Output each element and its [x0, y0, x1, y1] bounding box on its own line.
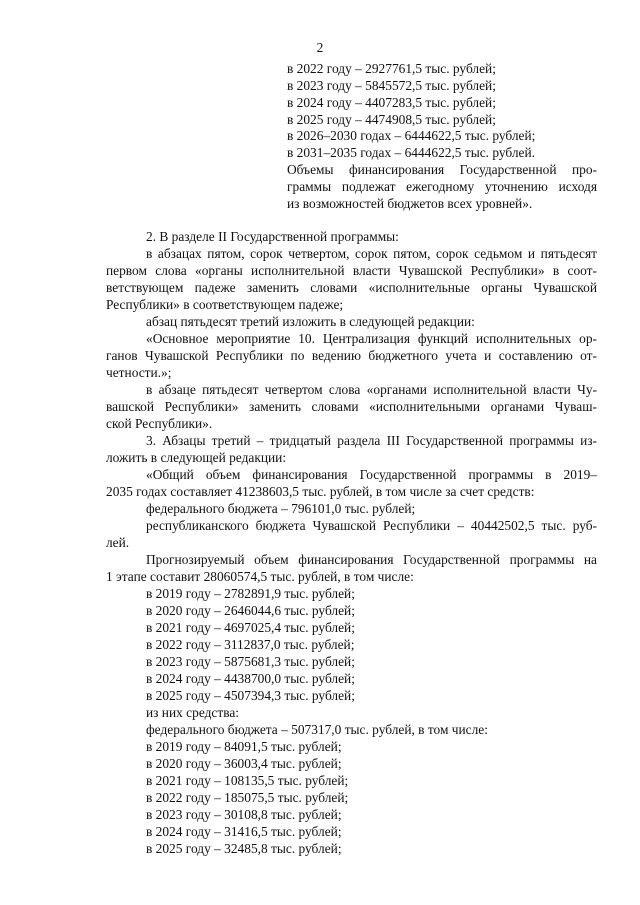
year-line: в 2023 году – 5875681,3 тыс. рублей; — [146, 654, 355, 669]
note-line: Объемы финансирования Государственной про- — [287, 162, 597, 177]
note-line: граммы подлежат ежегодному уточнению исходя — [287, 179, 597, 194]
paragraph-line: 1 этапе составит 28060574,5 тыс. рублей, в том числе: — [106, 569, 414, 584]
page-number: 2 — [316, 40, 324, 55]
year-line: в 2022 году – 3112837,0 тыс. рублей; — [146, 637, 355, 652]
year-line: в 2024 году – 31416,5 тыс. рублей; — [146, 824, 342, 839]
paragraph-line: лей. — [106, 535, 130, 550]
federal-heading: федерального бюджета – 507317,0 тыс. рублей, в том числе: — [146, 722, 488, 737]
paragraph-line: ганов Чувашской Республики по ведению бюджетного учета и составлению от- — [106, 348, 597, 363]
year-line: в 2022 году – 2927761,5 тыс. рублей; — [287, 61, 496, 76]
year-line: в 2020 году – 36003,4 тыс. рублей; — [146, 756, 342, 771]
paragraph-line: в абзацах пятом, сорок четвертом, сорок пятом, сорок седьмом и пятьдесят — [146, 246, 597, 261]
paragraph-line: ской Республики». — [106, 416, 213, 431]
year-line: в 2031–2035 годах – 6444622,5 тыс. рублей. — [287, 145, 535, 160]
paragraph-line: федерального бюджета – 796101,0 тыс. рублей; — [146, 501, 416, 516]
year-line: в 2026–2030 годах – 6444622,5 тыс. рублей; — [287, 128, 536, 143]
of-them-line: из них средства: — [146, 705, 240, 720]
section-heading: 3. Абзацы третий – тридцатый раздела III Государственной программы из- — [146, 433, 597, 448]
section-heading: 2. В разделе II Государственной программы: — [146, 229, 399, 244]
year-line: в 2020 году – 2646044,6 тыс. рублей; — [146, 603, 355, 618]
paragraph-line: ложить в следующей редакции: — [106, 450, 287, 465]
year-line: в 2024 году – 4407283,5 тыс. рублей; — [287, 95, 496, 110]
note-line: из возможностей бюджетов всех уровней». — [287, 196, 533, 211]
year-line: в 2025 году – 4507394,3 тыс. рублей; — [146, 688, 355, 703]
paragraph-line: республиканского бюджета Чувашской Республики – 40442502,5 тыс. руб- — [146, 518, 597, 533]
year-line: в 2019 году – 2782891,9 тыс. рублей; — [146, 586, 355, 601]
paragraph-line: абзац пятьдесят третий изложить в следующей редакции: — [146, 314, 475, 329]
year-line: в 2023 году – 30108,8 тыс. рублей; — [146, 807, 342, 822]
paragraph-line: вашской Республики» заменить словами «исполнительными органами Чуваш- — [106, 399, 597, 414]
paragraph-line: Прогнозируемый объем финансирования Государственной программы на — [146, 552, 597, 567]
paragraph-line: первом слова «органы исполнительной власти Чувашской Республики» в соот- — [106, 263, 597, 278]
paragraph-line: 2035 годах составляет 41238603,5 тыс. рублей, в том числе за счет средств: — [106, 484, 535, 499]
year-line: в 2019 году – 84091,5 тыс. рублей; — [146, 739, 342, 754]
year-line: в 2025 году – 4474908,5 тыс. рублей; — [287, 112, 496, 127]
paragraph-line: четности.»; — [106, 365, 172, 380]
year-line: в 2025 году – 32485,8 тыс. рублей; — [146, 841, 342, 856]
year-line: в 2024 году – 4438700,0 тыс. рублей; — [146, 671, 355, 686]
year-line: в 2022 году – 185075,5 тыс. рублей; — [146, 790, 349, 805]
year-line: в 2021 году – 108135,5 тыс. рублей; — [146, 773, 349, 788]
paragraph-line: Республики» в соответствующем падеже; — [106, 297, 344, 312]
year-line: в 2021 году – 4697025,4 тыс. рублей; — [146, 620, 355, 635]
paragraph-line: ветствующем падеже заменить словами «исполнительные органы Чувашской — [106, 280, 597, 295]
paragraph-line: «Основное мероприятие 10. Централизация функций исполнительных ор- — [146, 331, 597, 346]
paragraph-line: в абзаце пятьдесят четвертом слова «органами исполнительной власти Чу- — [146, 382, 597, 397]
paragraph-line: «Общий объем финансирования Государственной программы в 2019– — [146, 467, 597, 482]
year-line: в 2023 году – 5845572,5 тыс. рублей; — [287, 78, 496, 93]
